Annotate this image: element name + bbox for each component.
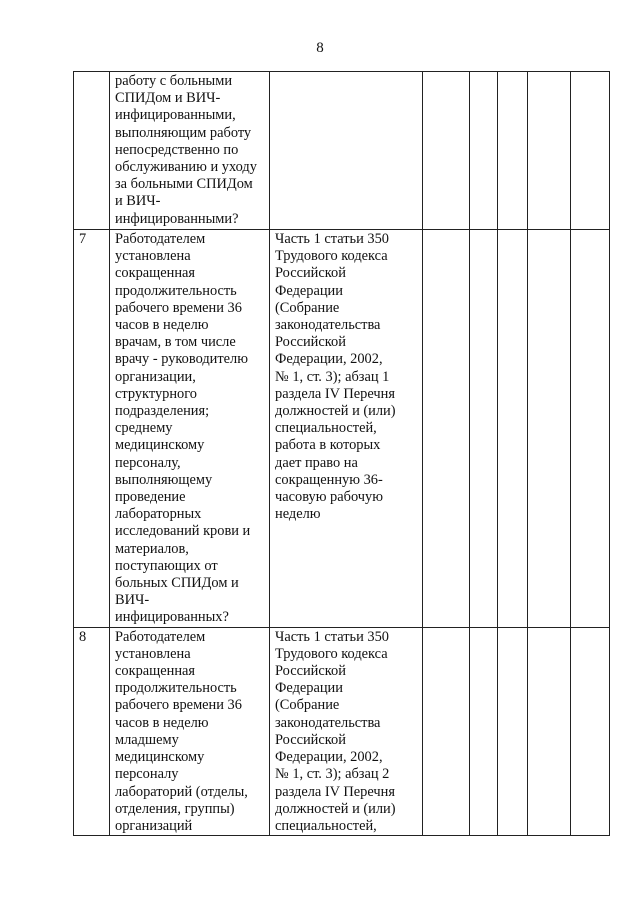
answer-yes-cell: [423, 627, 470, 835]
note-cell: [571, 230, 610, 628]
answer-no-cell: [470, 627, 498, 835]
row-number: 8: [79, 628, 87, 645]
note-cell: [571, 72, 610, 230]
answer-no-cell: [470, 72, 498, 230]
table-row: [74, 72, 610, 230]
legal-basis-text: Часть 1 статьи 350 Трудового кодекса Российской Федерации (Собрание законодательства Российской Федерации, 2002, № 1, ст. 3); абзац 1 раздела IV Перечня должностей и (или) специальностей, работа в которых дает право на сокращенную 36- часовую рабочую неделю: [275, 231, 396, 523]
question-text: Работодателем установлена сокращенная продолжительность рабочего времени 36 часов в неделю врачам, в том числе врачу - руководителю организации, структурного подразделения; среднему медицинскому персоналу, выполняющему проведение лабораторных исследований крови и материалов, поступающих от больных СПИДом и ВИЧ- инфицированных?: [115, 231, 251, 626]
answer-not-applicable-cell: [498, 627, 528, 835]
question-cell: [110, 230, 270, 628]
question-cell: [110, 627, 270, 835]
legal-basis-cell: [270, 72, 423, 230]
checklist-table: [73, 71, 610, 836]
question-text: работу с больными СПИДом и ВИЧ- инфицированными, выполняющим работу непосредственно по обслуживанию и уходу за больными СПИДом и ВИЧ- инфицированными?: [115, 73, 257, 227]
answer-not-applicable-cell: [498, 230, 528, 628]
legal-basis-cell: [270, 230, 423, 628]
table-row: [74, 627, 610, 835]
table-row: [74, 230, 610, 628]
row-number-cell: [74, 72, 110, 230]
answer-not-applicable-cell: [498, 72, 528, 230]
page-number: 8: [316, 40, 324, 56]
comment-cell: [528, 230, 571, 628]
answer-yes-cell: [423, 72, 470, 230]
row-number: 7: [79, 231, 87, 247]
legal-basis-cell: [270, 627, 423, 835]
answer-yes-cell: [423, 230, 470, 628]
legal-basis-text: Часть 1 статьи 350 Трудового кодекса Российской Федерации (Собрание законодательства Российской Федерации, 2002, № 1, ст. 3); абзац 2 раздела IV Перечня должностей и (или) специальностей,: [275, 628, 396, 834]
note-cell: [571, 627, 610, 835]
answer-no-cell: [470, 230, 498, 628]
row-number-cell: [74, 230, 110, 628]
row-number-cell: [74, 627, 110, 835]
question-text: Работодателем установлена сокращенная продолжительность рабочего времени 36 часов в неделю младшему медицинскому персоналу лабораторий (отделы, отделения, группы) организаций: [115, 628, 248, 834]
comment-cell: [528, 72, 571, 230]
question-cell: [110, 72, 270, 230]
comment-cell: [528, 627, 571, 835]
